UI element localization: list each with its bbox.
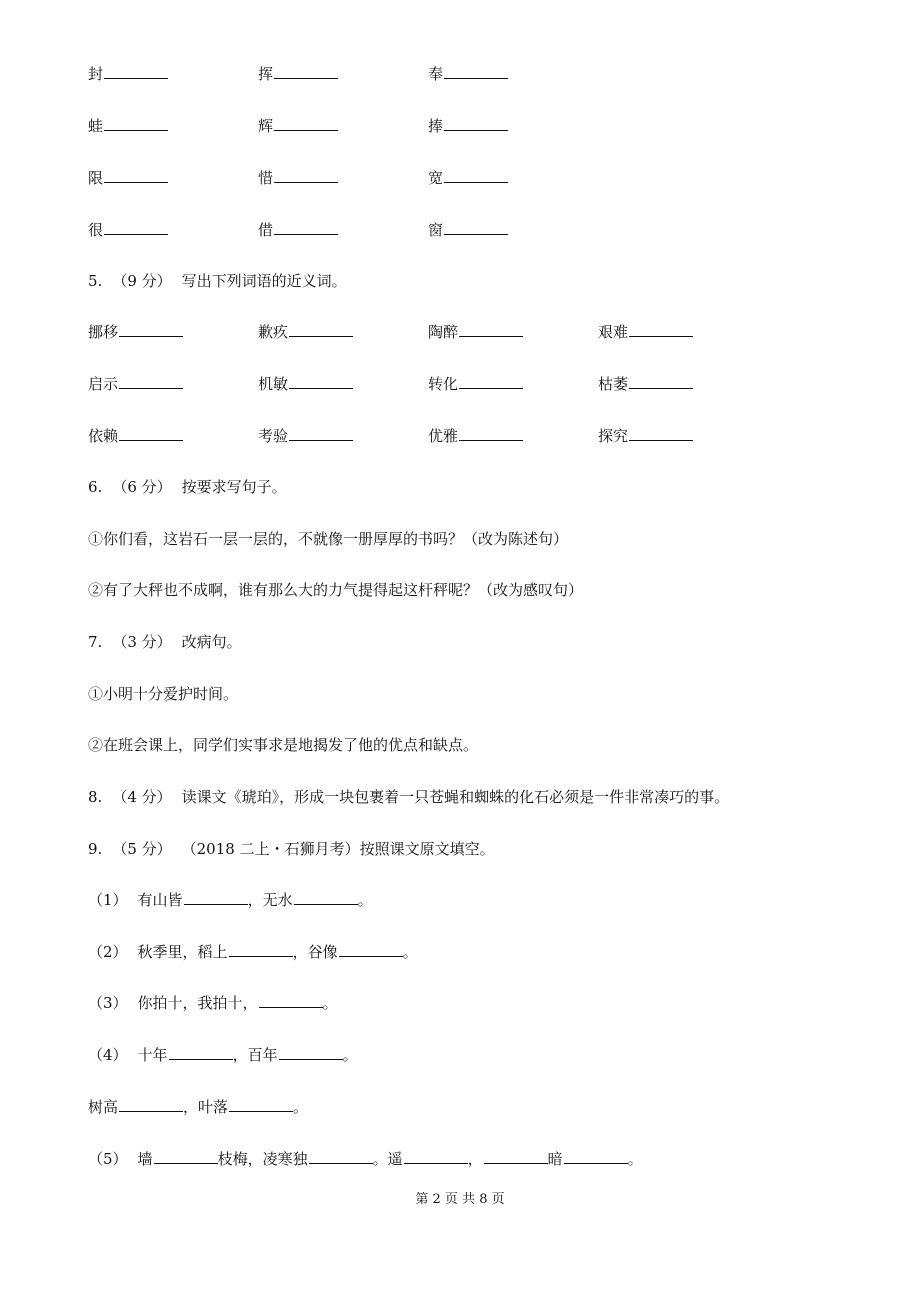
answer-blank[interactable] bbox=[484, 1149, 548, 1164]
word-label: 优雅 bbox=[428, 427, 459, 445]
character-item bbox=[88, 64, 168, 84]
question-prompt: 写出下列词语的近义词。 bbox=[181, 272, 347, 290]
word-label: 启示 bbox=[88, 375, 119, 393]
question-score: （9 分） bbox=[112, 272, 172, 290]
word-label: 挪移 bbox=[88, 323, 119, 341]
synonym-item bbox=[88, 374, 183, 394]
item-label: （4） bbox=[88, 1046, 128, 1064]
character-label: 借 bbox=[258, 221, 274, 239]
answer-blank[interactable] bbox=[229, 942, 293, 957]
answer-blank[interactable] bbox=[259, 993, 323, 1008]
fill-text: 你拍十，我拍十， bbox=[137, 994, 258, 1012]
item-label: （2） bbox=[88, 943, 128, 961]
fill-text: 。 bbox=[342, 1046, 358, 1064]
synonym-row bbox=[88, 426, 788, 446]
fill-text: 。遥 bbox=[372, 1150, 403, 1168]
fill-text: 树高 bbox=[88, 1098, 119, 1116]
question-6-item-1: ①你们看，这岩石一层一层的，不就像一册厚厚的书吗？（改为陈述句） bbox=[88, 530, 569, 548]
character-row bbox=[88, 220, 788, 240]
answer-blank[interactable] bbox=[274, 220, 338, 235]
answer-blank[interactable] bbox=[104, 64, 168, 79]
character-label: 奉 bbox=[428, 65, 444, 83]
synonym-item bbox=[428, 322, 523, 342]
character-label: 封 bbox=[88, 65, 104, 83]
question-score: （3 分） bbox=[112, 633, 172, 651]
fill-text: 暗 bbox=[547, 1150, 563, 1168]
fill-text: 。 bbox=[293, 1098, 309, 1116]
answer-blank[interactable] bbox=[119, 322, 183, 337]
question-number: 7. bbox=[88, 633, 103, 651]
answer-blank[interactable] bbox=[104, 168, 168, 183]
fill-text: 。 bbox=[402, 943, 418, 961]
question-7-item-1: ①小明十分爱护时间。 bbox=[88, 685, 239, 703]
question-score: （5 分） bbox=[112, 840, 172, 858]
answer-blank[interactable] bbox=[289, 374, 353, 389]
answer-blank[interactable] bbox=[444, 168, 508, 183]
synonym-row bbox=[88, 322, 788, 342]
synonym-item bbox=[428, 426, 523, 446]
item-label: （3） bbox=[88, 994, 128, 1012]
answer-blank[interactable] bbox=[444, 64, 508, 79]
character-item bbox=[258, 220, 338, 240]
question-7-item-2: ②在班会课上，同学们实事求是地揭发了他的优点和缺点。 bbox=[88, 736, 479, 754]
fill-text: 十年 bbox=[137, 1046, 168, 1064]
fill-text: 。 bbox=[322, 994, 338, 1012]
character-label: 挥 bbox=[258, 65, 274, 83]
answer-blank[interactable] bbox=[274, 168, 338, 183]
question-number: 9. bbox=[88, 840, 103, 858]
question-prompt: 按要求写句子。 bbox=[181, 478, 287, 496]
answer-blank[interactable] bbox=[309, 1149, 373, 1164]
question-prompt: 读课文《琥珀》，形成一块包裹着一只苍蝇和蜘蛛的化石必须是一件非常凑巧的事。 bbox=[181, 788, 730, 806]
synonym-item bbox=[598, 374, 693, 394]
fill-line-4 bbox=[88, 1045, 358, 1065]
character-label: 窗 bbox=[428, 221, 444, 239]
item-label: （5） bbox=[88, 1150, 128, 1168]
answer-blank[interactable] bbox=[119, 1097, 183, 1112]
answer-blank[interactable] bbox=[169, 1045, 233, 1060]
fill-line-2 bbox=[88, 942, 418, 962]
fill-text: 秋季里，稻上 bbox=[137, 943, 228, 961]
answer-blank[interactable] bbox=[444, 116, 508, 131]
word-label: 机敏 bbox=[258, 375, 289, 393]
question-number: 8. bbox=[88, 788, 103, 806]
character-row bbox=[88, 168, 788, 188]
synonym-item bbox=[258, 374, 353, 394]
answer-blank[interactable] bbox=[274, 64, 338, 79]
fill-line-4-continued bbox=[88, 1097, 308, 1117]
answer-blank[interactable] bbox=[154, 1149, 218, 1164]
answer-blank[interactable] bbox=[629, 322, 693, 337]
question-score: （4 分） bbox=[112, 788, 172, 806]
answer-blank[interactable] bbox=[339, 942, 403, 957]
fill-text: ，叶落 bbox=[183, 1098, 229, 1116]
synonym-row bbox=[88, 374, 788, 394]
question-6-header bbox=[88, 477, 287, 497]
character-item bbox=[428, 168, 508, 188]
character-label: 宽 bbox=[428, 169, 444, 187]
fill-text: ， bbox=[467, 1150, 483, 1168]
fill-text: 有山皆 bbox=[137, 891, 183, 909]
fill-line-5 bbox=[88, 1149, 643, 1169]
fill-line-1 bbox=[88, 890, 373, 910]
synonym-item bbox=[88, 322, 183, 342]
word-label: 枯萎 bbox=[598, 375, 629, 393]
answer-blank[interactable] bbox=[629, 374, 693, 389]
synonym-item bbox=[598, 322, 693, 342]
fill-text: 墙 bbox=[137, 1150, 153, 1168]
word-label: 艰难 bbox=[598, 323, 629, 341]
character-label: 很 bbox=[88, 221, 104, 239]
character-label: 限 bbox=[88, 169, 104, 187]
answer-blank[interactable] bbox=[104, 220, 168, 235]
answer-blank[interactable] bbox=[294, 890, 358, 905]
question-number: 5. bbox=[88, 272, 103, 290]
character-item bbox=[88, 168, 168, 188]
synonym-item bbox=[258, 322, 353, 342]
answer-blank[interactable] bbox=[404, 1149, 468, 1164]
fill-text: ，百年 bbox=[232, 1046, 278, 1064]
question-prompt: 改病句。 bbox=[181, 633, 242, 651]
word-label: 考验 bbox=[258, 427, 289, 445]
answer-blank[interactable] bbox=[564, 1149, 628, 1164]
character-item bbox=[428, 64, 508, 84]
question-8-header bbox=[88, 787, 729, 807]
answer-blank[interactable] bbox=[119, 374, 183, 389]
answer-blank[interactable] bbox=[629, 426, 693, 441]
question-6-item-2: ②有了大秤也不成啊，谁有那么大的力气提得起这杆秤呢？（改为感叹句） bbox=[88, 581, 584, 599]
character-item bbox=[88, 116, 168, 136]
fill-text: ，谷像 bbox=[292, 943, 338, 961]
character-label: 蛙 bbox=[88, 117, 104, 135]
word-label: 歉疚 bbox=[258, 323, 289, 341]
answer-blank[interactable] bbox=[119, 426, 183, 441]
question-5-header bbox=[88, 271, 347, 291]
character-row bbox=[88, 116, 788, 136]
fill-text: 。 bbox=[627, 1150, 643, 1168]
question-number: 6. bbox=[88, 478, 103, 496]
question-9-header bbox=[88, 839, 495, 859]
answer-blank[interactable] bbox=[274, 116, 338, 131]
answer-blank[interactable] bbox=[289, 322, 353, 337]
synonym-item bbox=[258, 426, 353, 446]
character-item bbox=[88, 220, 168, 240]
word-label: 转化 bbox=[428, 375, 459, 393]
character-label: 惜 bbox=[258, 169, 274, 187]
answer-blank[interactable] bbox=[104, 116, 168, 131]
character-item bbox=[258, 116, 338, 136]
character-item bbox=[428, 220, 508, 240]
answer-blank[interactable] bbox=[279, 1045, 343, 1060]
item-label: （1） bbox=[88, 891, 128, 909]
synonym-item bbox=[428, 374, 523, 394]
word-label: 陶醉 bbox=[428, 323, 459, 341]
answer-blank[interactable] bbox=[459, 374, 523, 389]
word-label: 依赖 bbox=[88, 427, 119, 445]
synonym-item bbox=[598, 426, 693, 446]
answer-blank[interactable] bbox=[289, 426, 353, 441]
character-label: 捧 bbox=[428, 117, 444, 135]
answer-blank[interactable] bbox=[459, 322, 523, 337]
answer-blank[interactable] bbox=[444, 220, 508, 235]
fill-text: 枝梅，凌寒独 bbox=[217, 1150, 308, 1168]
answer-blank[interactable] bbox=[459, 426, 523, 441]
synonym-item bbox=[88, 426, 183, 446]
character-item bbox=[258, 64, 338, 84]
page-footer: 第 2 页 共 8 页 bbox=[415, 1192, 505, 1207]
fill-text: ，无水 bbox=[247, 891, 293, 909]
question-score: （6 分） bbox=[112, 478, 172, 496]
fill-line-3 bbox=[88, 993, 338, 1013]
fill-text: 。 bbox=[357, 891, 373, 909]
character-item bbox=[428, 116, 508, 136]
character-row bbox=[88, 64, 788, 84]
question-7-header bbox=[88, 632, 242, 652]
character-label: 辉 bbox=[258, 117, 274, 135]
answer-blank[interactable] bbox=[229, 1097, 293, 1112]
answer-blank[interactable] bbox=[184, 890, 248, 905]
word-label: 探究 bbox=[598, 427, 629, 445]
question-prompt: （2018 二上・石狮月考）按照课文原文填空。 bbox=[181, 840, 495, 858]
character-item bbox=[258, 168, 338, 188]
